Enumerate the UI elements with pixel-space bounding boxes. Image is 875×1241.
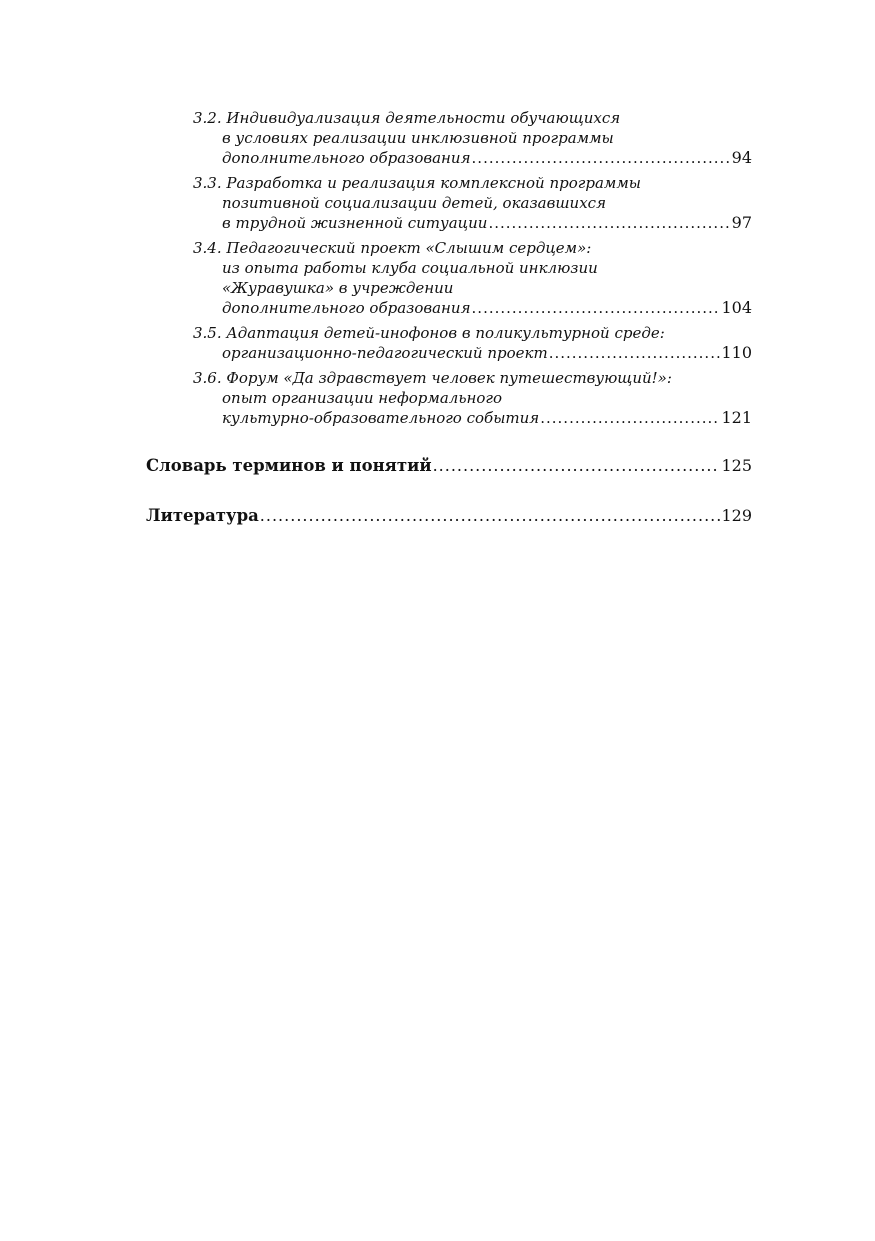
toc-entry-last-line — [193, 343, 752, 363]
toc-entry-last-line — [193, 213, 752, 233]
toc-entry-title-line: в условиях реализации инклюзивной программы — [222, 129, 614, 147]
toc-entry-first-line — [193, 368, 752, 388]
toc-entry-title-line: Индивидуализация деятельности обучающихся — [226, 109, 621, 127]
toc-page-number: 110 — [721, 343, 752, 362]
toc-entry-literature[interactable] — [146, 505, 752, 527]
toc-entry-number: 3.4. — [193, 239, 222, 257]
toc-main-title: Литература — [146, 506, 259, 525]
toc-entry-glossary[interactable] — [146, 455, 752, 477]
toc-entry-title-line: Педагогический проект «Слышим сердцем»: — [226, 239, 592, 257]
toc-entry-first-line — [193, 323, 752, 343]
toc-entry-title-line: «Журавушка» в учреждении — [222, 279, 454, 297]
toc-entry-number: 3.5. — [193, 324, 222, 342]
toc-page-number: 125 — [721, 456, 752, 475]
toc-main-title: Словарь терминов и понятий — [146, 456, 432, 475]
toc-entry-3-4[interactable] — [193, 238, 752, 318]
toc-entry-title-line: в трудной жизненной ситуации — [222, 214, 488, 232]
dot-leader — [488, 213, 730, 233]
toc-entry-first-line — [193, 173, 752, 193]
toc-entry-title-line: дополнительного образования — [222, 299, 471, 317]
toc-entry-title-line: Адаптация детей-инофонов в поликультурной среде: — [226, 324, 665, 342]
toc-entry-number: 3.3. — [193, 174, 222, 192]
toc-entry-title-line: организационно-педагогический проект — [222, 344, 548, 362]
section-gap — [146, 433, 752, 455]
dot-leader — [540, 408, 720, 428]
toc-page-number: 129 — [721, 506, 752, 525]
dot-leader — [433, 455, 721, 477]
dot-leader — [472, 298, 721, 318]
toc-entry-3-6[interactable] — [193, 368, 752, 428]
toc-entry-title-line: дополнительного образования — [222, 149, 471, 167]
toc-entry-number: 3.2. — [193, 109, 222, 127]
table-of-contents — [146, 108, 752, 527]
toc-entry-title-line: из опыта работы клуба социальной инклюзии — [222, 259, 598, 277]
dot-leader — [472, 148, 731, 168]
toc-entry-title-line: Форум «Да здравствует человек путешествующий!»: — [226, 369, 672, 387]
toc-entry-3-3[interactable] — [193, 173, 752, 233]
toc-entry-title-line: культурно-образовательного события — [222, 409, 540, 427]
toc-entry-3-2[interactable] — [193, 108, 752, 168]
toc-entry-title-line: опыт организации неформального — [222, 389, 503, 407]
toc-page-number: 121 — [721, 408, 752, 427]
dot-leader — [549, 343, 721, 363]
toc-entry-first-line — [193, 238, 752, 258]
toc-entry-last-line — [193, 298, 752, 318]
toc-entry-title-line: позитивной социализации детей, оказавшихся — [222, 194, 607, 212]
toc-entry-first-line — [193, 108, 752, 128]
toc-entry-title-line: Разработка и реализация комплексной программы — [226, 174, 641, 192]
section-gap — [146, 477, 752, 505]
toc-entry-last-line — [193, 408, 752, 428]
toc-entry-last-line — [193, 148, 752, 168]
dot-leader — [260, 505, 721, 527]
toc-page-number: 94 — [731, 148, 752, 167]
toc-page-number: 104 — [721, 298, 752, 317]
toc-page-number: 97 — [731, 213, 752, 232]
toc-entry-number: 3.6. — [193, 369, 222, 387]
toc-entry-3-5[interactable] — [193, 323, 752, 363]
